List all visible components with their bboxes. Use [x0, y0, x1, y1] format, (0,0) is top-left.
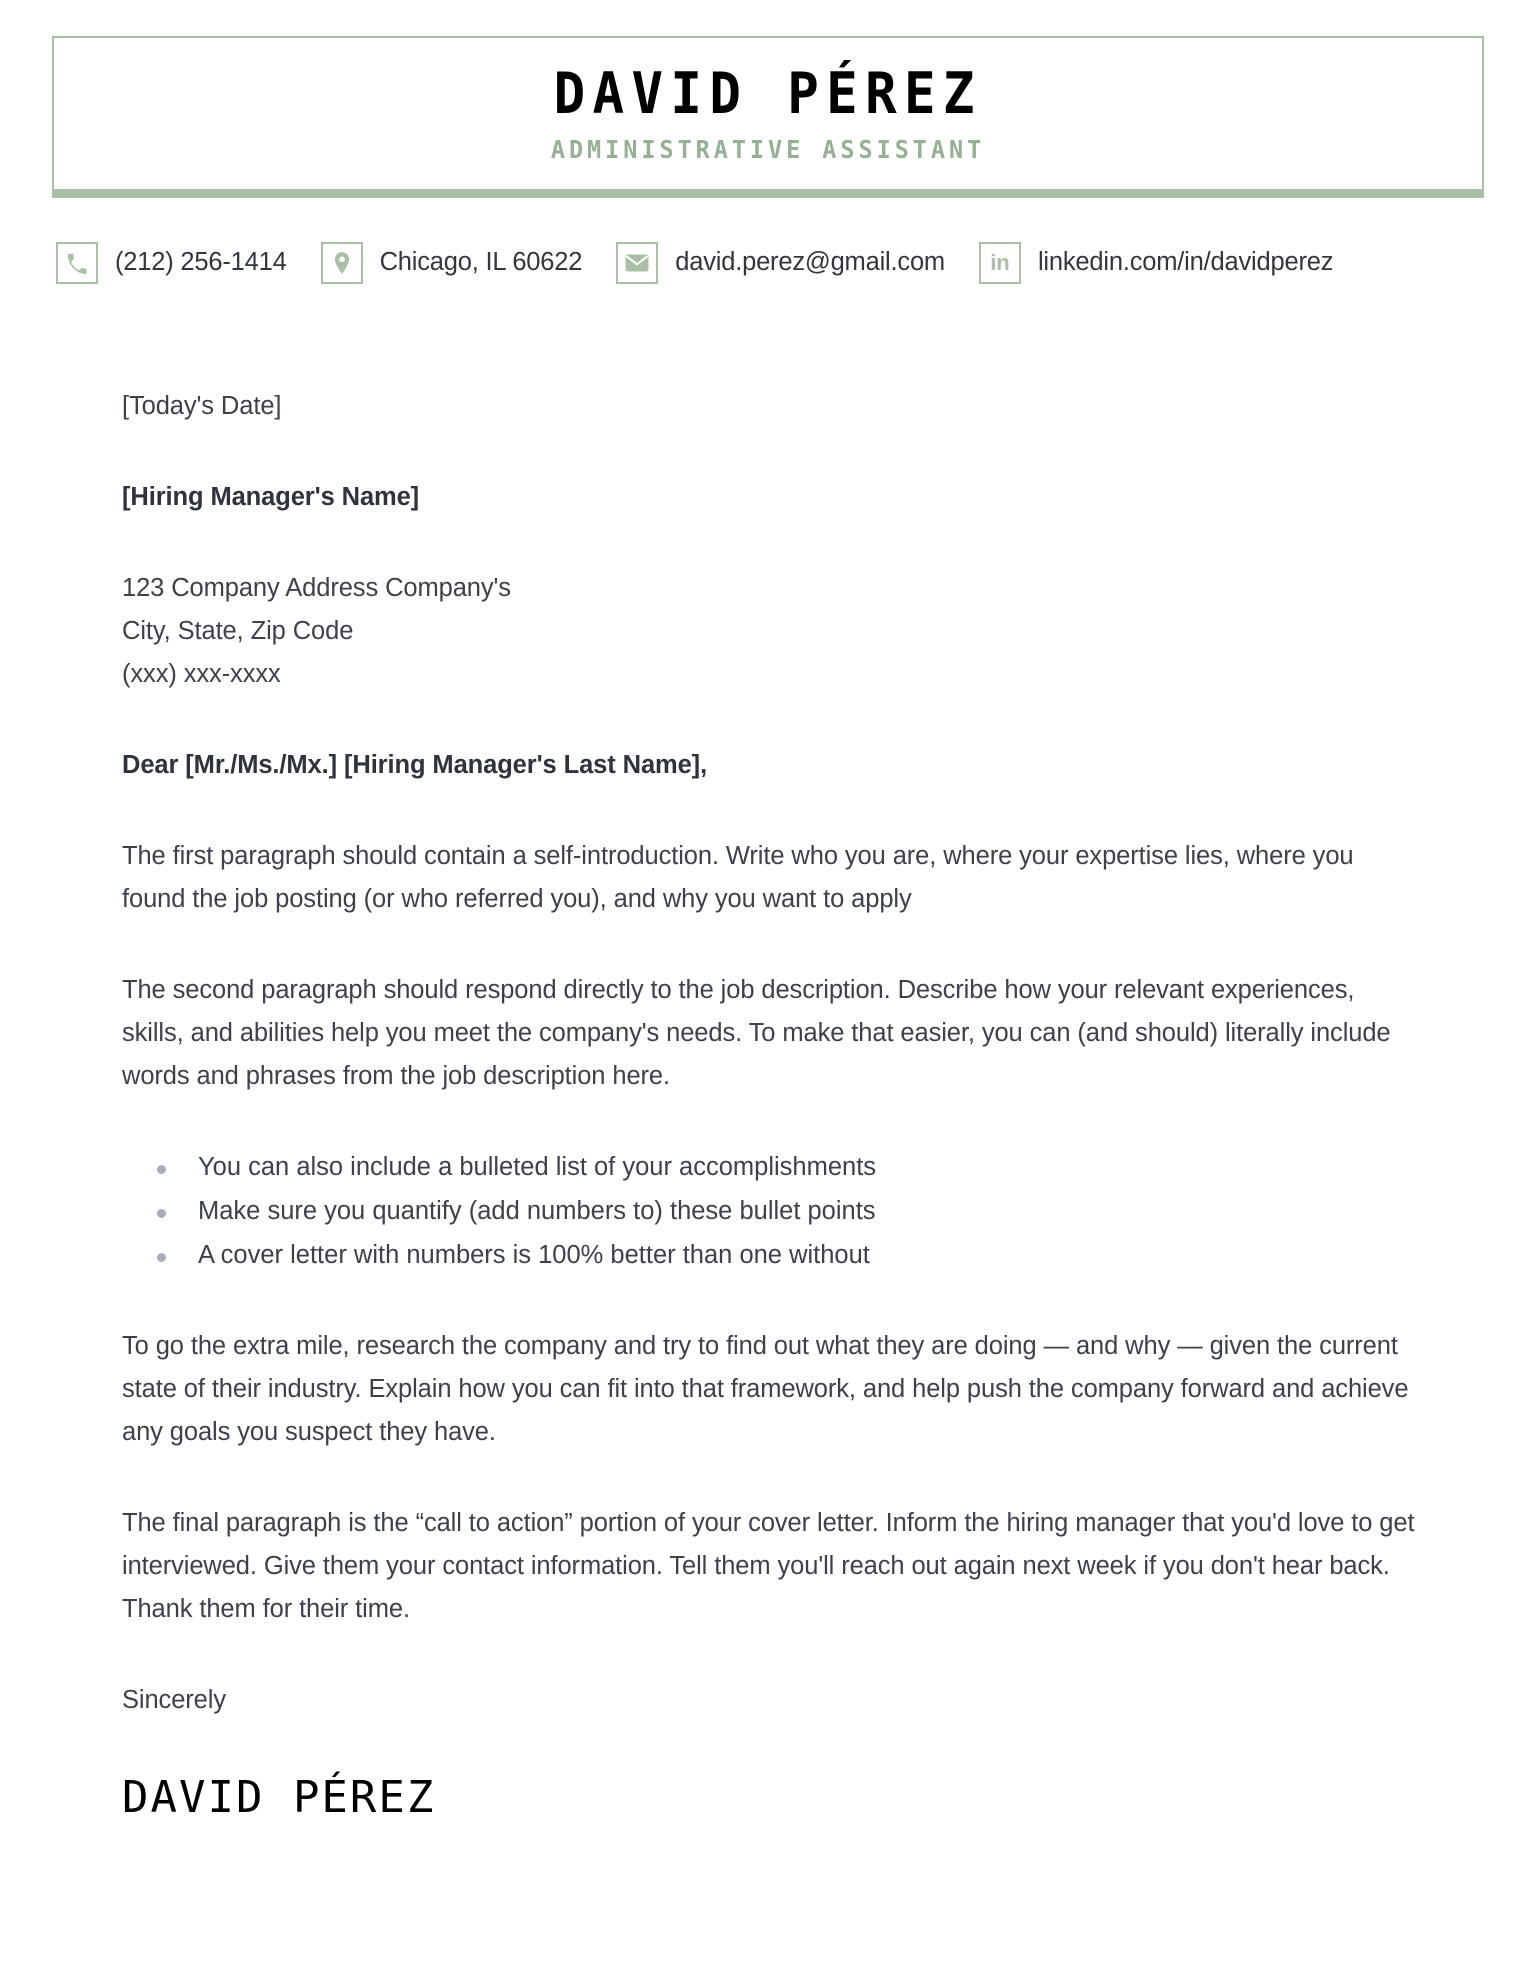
envelope-icon — [616, 242, 658, 284]
contact-item-linkedin[interactable] — [979, 242, 1333, 284]
phone-icon — [56, 242, 98, 284]
signature-name: DAVID PÉREZ — [122, 1772, 436, 1823]
paragraph-1: The first paragraph should contain a self-introduction. Write who you are, where your expertise lies, where you found the job posting (or who referred you), and why you want to apply — [122, 842, 1354, 913]
linkedin-icon — [979, 242, 1021, 284]
list-item — [198, 1234, 1417, 1277]
spacer — [122, 1722, 1417, 1776]
address-line-1: 123 Company Address Company's — [122, 574, 511, 602]
contact-bar — [56, 240, 1486, 286]
address-line-2: City, State, Zip Code — [122, 617, 354, 645]
phone-value: (212) 256-1414 — [115, 248, 287, 277]
bullet-dot-icon — [157, 1253, 166, 1262]
paragraph-4: The final paragraph is the “call to action” portion of your cover letter. Inform the hiring manager that you'd love to get interviewed. Give them your contact information. Tell them you'll reach out again next week if you don't hear back. Thank them for their time. — [122, 1509, 1415, 1623]
closing-salutation: Sincerely — [122, 1686, 226, 1714]
spacer — [122, 921, 1417, 969]
email-value: david.perez@gmail.com — [675, 248, 945, 277]
list-item — [198, 1190, 1417, 1233]
recipient-name: [Hiring Manager's Name] — [122, 483, 420, 511]
bullet-dot-icon — [157, 1209, 166, 1218]
salutation: Dear [Mr./Ms./Mx.] [Hiring Manager's Last Name], — [122, 751, 708, 779]
location-pin-icon — [321, 242, 363, 284]
spacer — [122, 787, 1417, 835]
contact-item-email[interactable] — [616, 242, 945, 284]
bullet-dot-icon — [157, 1165, 166, 1174]
job-title-subtitle: ADMINISTRATIVE ASSISTANT — [550, 134, 986, 164]
list-item-label: Make sure you quantify (add numbers to) these bullet points — [198, 1197, 876, 1225]
contact-item-location[interactable] — [321, 242, 583, 284]
spacer — [122, 1277, 1417, 1325]
list-item-label: You can also include a bulleted list of your accomplishments — [198, 1153, 877, 1181]
contact-item-phone[interactable] — [56, 242, 287, 284]
list-item — [198, 1146, 1417, 1189]
spacer — [122, 428, 1417, 476]
header-box — [52, 36, 1484, 198]
linkedin-value: linkedin.com/in/davidperez — [1037, 248, 1334, 277]
page-title: DAVID PÉREZ — [553, 60, 983, 127]
paragraph-2: The second paragraph should respond directly to the job description. Describe how your relevant experiences, skills, and abilities help you meet the company's needs. To make that easier, you can (and should) literally include words and phrases from the job description here. — [122, 976, 1391, 1090]
spacer — [122, 696, 1417, 744]
spacer — [122, 519, 1417, 567]
spacer — [122, 1631, 1417, 1679]
address-line-3: (xxx) xxx-xxxx — [122, 660, 281, 688]
linkedin-icon-label: in — [990, 250, 1010, 275]
letter-date: [Today's Date] — [122, 392, 282, 420]
paragraph-3: To go the extra mile, research the company and try to find out what they are doing — and why — given the current state of their industry. Explain how you can fit into that framework, and help push the company forward and achieve any goals you suspect they have. — [122, 1332, 1409, 1446]
spacer — [122, 1098, 1417, 1146]
list-item-label: A cover letter with numbers is 100% better than one without — [198, 1241, 870, 1269]
letter-body — [122, 385, 1417, 1823]
spacer — [122, 1454, 1417, 1502]
location-value: Chicago, IL 60622 — [379, 248, 583, 277]
accomplishments-list — [122, 1146, 1417, 1277]
